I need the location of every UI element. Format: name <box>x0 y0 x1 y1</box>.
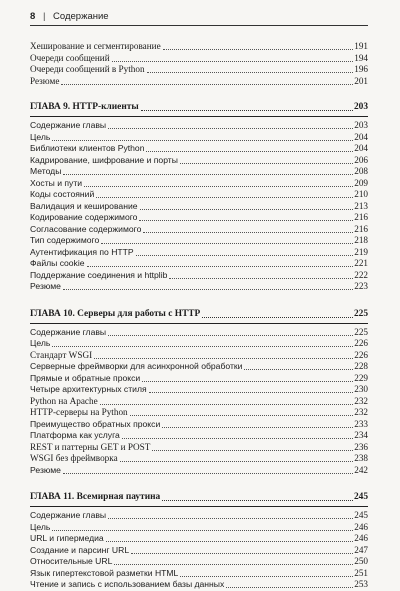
toc-entry-label: HTTP-серверы на Python <box>30 407 128 417</box>
toc-entry-label: Стандарт WSGI <box>30 349 93 360</box>
toc-entry[interactable] <box>30 258 368 270</box>
dot-leader <box>122 438 353 439</box>
header-rule <box>30 25 368 26</box>
toc-entry-page-number: 222 <box>354 269 368 280</box>
toc-entry-page-number: 226 <box>354 349 368 360</box>
toc-entry-label: Серверные фреймворки для асинхронной обработки <box>30 361 243 371</box>
toc-entry-label: Резюме <box>30 464 61 475</box>
dot-leader <box>108 335 353 336</box>
toc-entry-page-number: 242 <box>354 464 368 475</box>
toc-entry-label: Содержание главы <box>30 510 107 520</box>
toc-entry-label: Методы <box>30 166 62 176</box>
toc-entry-page-number: 221 <box>354 258 368 268</box>
toc-entry-page-number: 253 <box>354 579 368 589</box>
toc-entry-label: Поддержание соединения и httplib <box>30 269 168 280</box>
dot-leader <box>94 358 353 359</box>
page-header <box>30 11 368 22</box>
toc-entry-page-number: 229 <box>354 372 368 383</box>
toc-entry-label: Хеширование и сегментирование <box>30 41 161 51</box>
dot-leader <box>61 84 353 85</box>
toc-entry[interactable] <box>30 568 368 580</box>
toc-entry[interactable] <box>30 430 368 442</box>
toc-entry-label: Согласование содержимого <box>30 223 142 234</box>
dot-leader <box>87 266 353 267</box>
toc-entry[interactable] <box>30 522 368 534</box>
toc-entry[interactable] <box>30 132 368 144</box>
dot-leader <box>152 450 353 451</box>
dot-leader <box>143 232 353 233</box>
toc-entry-page-number: 246 <box>354 521 368 532</box>
chapter-title: ГЛАВА 11. Всемирная паутина <box>30 492 161 502</box>
dot-leader <box>120 461 353 462</box>
toc-entry-page-number: 206 <box>354 154 368 165</box>
chapter-page-number: 203 <box>353 102 368 112</box>
toc-entry[interactable] <box>30 143 368 155</box>
dot-leader <box>106 541 353 542</box>
dot-leader <box>131 553 353 554</box>
toc-entry-label: Чтение и запись с использованием базы данных <box>30 579 225 589</box>
toc-entry[interactable] <box>30 189 368 201</box>
toc-entry[interactable] <box>30 396 368 408</box>
toc-entry-label: Язык гипертекстовой разметки HTML <box>30 567 179 578</box>
toc-entry[interactable] <box>30 465 368 477</box>
toc-entry-page-number: 251 <box>354 567 368 578</box>
dot-leader <box>101 243 353 244</box>
dot-leader <box>141 110 353 111</box>
toc-entry-label: Содержание главы <box>30 326 107 337</box>
toc-entry[interactable] <box>30 350 368 362</box>
toc-entry-page-number: 232 <box>354 395 368 406</box>
toc-entry-label: Хосты и пути <box>30 177 83 188</box>
dot-leader <box>202 317 353 318</box>
dot-leader <box>52 140 353 141</box>
toc-entry-page-number: 236 <box>354 441 368 452</box>
dot-leader <box>162 500 353 501</box>
dot-leader <box>52 346 353 347</box>
toc-entry[interactable] <box>30 281 368 293</box>
page-number: 8 <box>30 11 36 22</box>
toc-entry-page-number: 225 <box>354 326 368 337</box>
dot-leader <box>130 415 353 416</box>
toc-entry[interactable] <box>30 442 368 454</box>
dot-leader <box>180 163 353 164</box>
chapter-heading[interactable] <box>30 308 368 321</box>
dot-leader <box>63 289 353 290</box>
chapter-page-number: 225 <box>353 308 368 319</box>
toc-entry-page-number: 191 <box>354 41 368 51</box>
toc-entry[interactable] <box>30 407 368 419</box>
running-title: Содержание <box>53 11 109 22</box>
toc-entry[interactable] <box>30 76 368 88</box>
toc-entry-label: Кодирование содержимого <box>30 212 138 222</box>
dot-leader <box>149 392 353 393</box>
toc-entry[interactable] <box>30 419 368 431</box>
dot-leader <box>52 530 353 531</box>
toc-entry-page-number: 250 <box>354 556 368 566</box>
toc-entry-label: Платформа как услуга <box>30 430 120 440</box>
toc-entry-page-number: 209 <box>354 177 368 188</box>
toc-entry-label: Цель <box>30 131 51 142</box>
toc-entry-label: Аутентификация по HTTP <box>30 246 134 257</box>
toc-entry-page-number: 238 <box>354 453 368 463</box>
toc-entry-label: Прямые и обратные прокси <box>30 372 141 383</box>
dot-leader <box>139 220 353 221</box>
toc-entry[interactable] <box>30 41 368 53</box>
section-gap <box>30 293 368 308</box>
dot-leader <box>140 209 353 210</box>
chapter-rule <box>30 323 368 324</box>
toc-entry[interactable] <box>30 201 368 213</box>
toc-entry[interactable] <box>30 453 368 465</box>
toc-entry-label: Очереди сообщений <box>30 52 110 63</box>
toc-entry-label: Преимущество обратных прокси <box>30 418 161 429</box>
dot-leader <box>146 151 353 152</box>
dot-leader <box>244 369 353 370</box>
toc-entry[interactable] <box>30 247 368 259</box>
toc-entry[interactable] <box>30 384 368 396</box>
dot-leader <box>63 174 353 175</box>
toc-entry[interactable] <box>30 533 368 545</box>
toc-entry-label: Цель <box>30 338 51 348</box>
toc-entry-page-number: 245 <box>354 510 368 520</box>
toc-entry-page-number: 232 <box>354 407 368 417</box>
toc-entry-label: Библиотеки клиентов Python <box>30 143 145 153</box>
toc-entry[interactable] <box>30 53 368 65</box>
dot-leader <box>163 49 353 50</box>
toc-entry-page-number: 226 <box>354 338 368 348</box>
toc-entry-label: REST и паттерны GET и POST <box>30 441 151 452</box>
toc-entry[interactable] <box>30 178 368 190</box>
toc-entry-label: Резюме <box>30 75 60 86</box>
toc-entry-page-number: 204 <box>354 131 368 142</box>
dot-leader <box>114 564 353 565</box>
toc-entry-label: URL и гипермедиа <box>30 533 104 543</box>
toc-entry[interactable] <box>30 579 368 591</box>
toc-entry[interactable] <box>30 64 368 76</box>
toc-entry-label: Коды состояний <box>30 189 95 199</box>
dot-leader <box>142 381 353 382</box>
toc-entry-page-number: 247 <box>354 544 368 555</box>
dot-leader <box>96 197 353 198</box>
toc-entry-page-number: 208 <box>354 166 368 176</box>
toc-entry[interactable] <box>30 120 368 132</box>
dot-leader <box>108 518 353 519</box>
toc-entry-page-number: 204 <box>354 143 368 153</box>
dot-leader <box>84 186 353 187</box>
toc-entry[interactable] <box>30 556 368 568</box>
toc-entry-page-number: 201 <box>354 75 368 86</box>
toc-entry-page-number: 196 <box>354 64 368 74</box>
toc-entry-page-number: 213 <box>354 200 368 211</box>
toc-entry[interactable] <box>30 361 368 373</box>
toc-entry[interactable] <box>30 235 368 247</box>
dot-leader <box>112 61 353 62</box>
header-separator: | <box>42 11 46 22</box>
dot-leader <box>180 576 353 577</box>
toc-entry-label: Резюме <box>30 281 61 291</box>
toc-entry-label: Очереди сообщений в Python <box>30 64 145 74</box>
chapter-rule <box>30 116 368 117</box>
toc-entry-label: WSGI без фреймворка <box>30 453 118 463</box>
dot-leader <box>100 404 353 405</box>
toc-entry-label: Содержание главы <box>30 120 107 130</box>
toc-entry[interactable] <box>30 373 368 385</box>
chapter-heading[interactable] <box>30 491 368 504</box>
toc-entry-page-number: 233 <box>354 418 368 429</box>
toc-entry[interactable] <box>30 327 368 339</box>
dot-leader <box>147 72 353 73</box>
toc-entry-page-number: 246 <box>354 533 368 543</box>
toc-entry-label: Четыре архитектурных стиля <box>30 384 147 394</box>
section-gap <box>30 476 368 491</box>
chapter-heading[interactable] <box>30 101 368 114</box>
chapter-title: ГЛАВА 10. Серверы для работы с HTTP <box>30 308 201 319</box>
chapter-rule <box>30 506 368 507</box>
toc-entry-label: Кадрирование, шифрование и порты <box>30 154 178 165</box>
toc-entry[interactable] <box>30 212 368 224</box>
dot-leader <box>162 427 353 428</box>
toc-entry-label: Тип содержимого <box>30 235 100 245</box>
toc-entry[interactable] <box>30 166 368 178</box>
toc-entry-page-number: 228 <box>354 361 368 371</box>
toc-entry[interactable] <box>30 510 368 522</box>
table-of-contents <box>30 41 368 591</box>
toc-entry-page-number: 223 <box>354 281 368 291</box>
toc-entry-label: Относительные URL <box>30 556 113 566</box>
toc-entry-label: Валидация и кеширование <box>30 200 138 211</box>
toc-entry-label: Создание и парсинг URL <box>30 544 130 555</box>
section-gap <box>30 87 368 101</box>
toc-entry-label: Python на Apache <box>30 395 98 406</box>
toc-entry-page-number: 203 <box>354 120 368 130</box>
toc-entry[interactable] <box>30 545 368 557</box>
toc-entry-label: Цель <box>30 521 51 532</box>
toc-entry-page-number: 194 <box>354 52 368 63</box>
toc-entry-page-number: 216 <box>354 223 368 234</box>
dot-leader <box>63 473 353 474</box>
toc-entry[interactable] <box>30 338 368 350</box>
dot-leader <box>136 255 353 256</box>
toc-entry-page-number: 218 <box>354 235 368 245</box>
toc-entry-page-number: 230 <box>354 384 368 394</box>
dot-leader <box>169 278 353 279</box>
chapter-page-number: 245 <box>353 492 368 502</box>
toc-entry-page-number: 210 <box>354 189 368 199</box>
toc-entry-page-number: 234 <box>354 430 368 440</box>
dot-leader <box>108 128 353 129</box>
toc-entry[interactable] <box>30 224 368 236</box>
toc-entry[interactable] <box>30 155 368 167</box>
toc-entry-page-number: 219 <box>354 246 368 257</box>
dot-leader <box>226 587 353 588</box>
toc-entry-page-number: 216 <box>354 212 368 222</box>
chapter-title: ГЛАВА 9. HTTP-клиенты <box>30 102 139 112</box>
toc-entry-label: Файлы cookie <box>30 258 85 268</box>
toc-entry[interactable] <box>30 270 368 282</box>
